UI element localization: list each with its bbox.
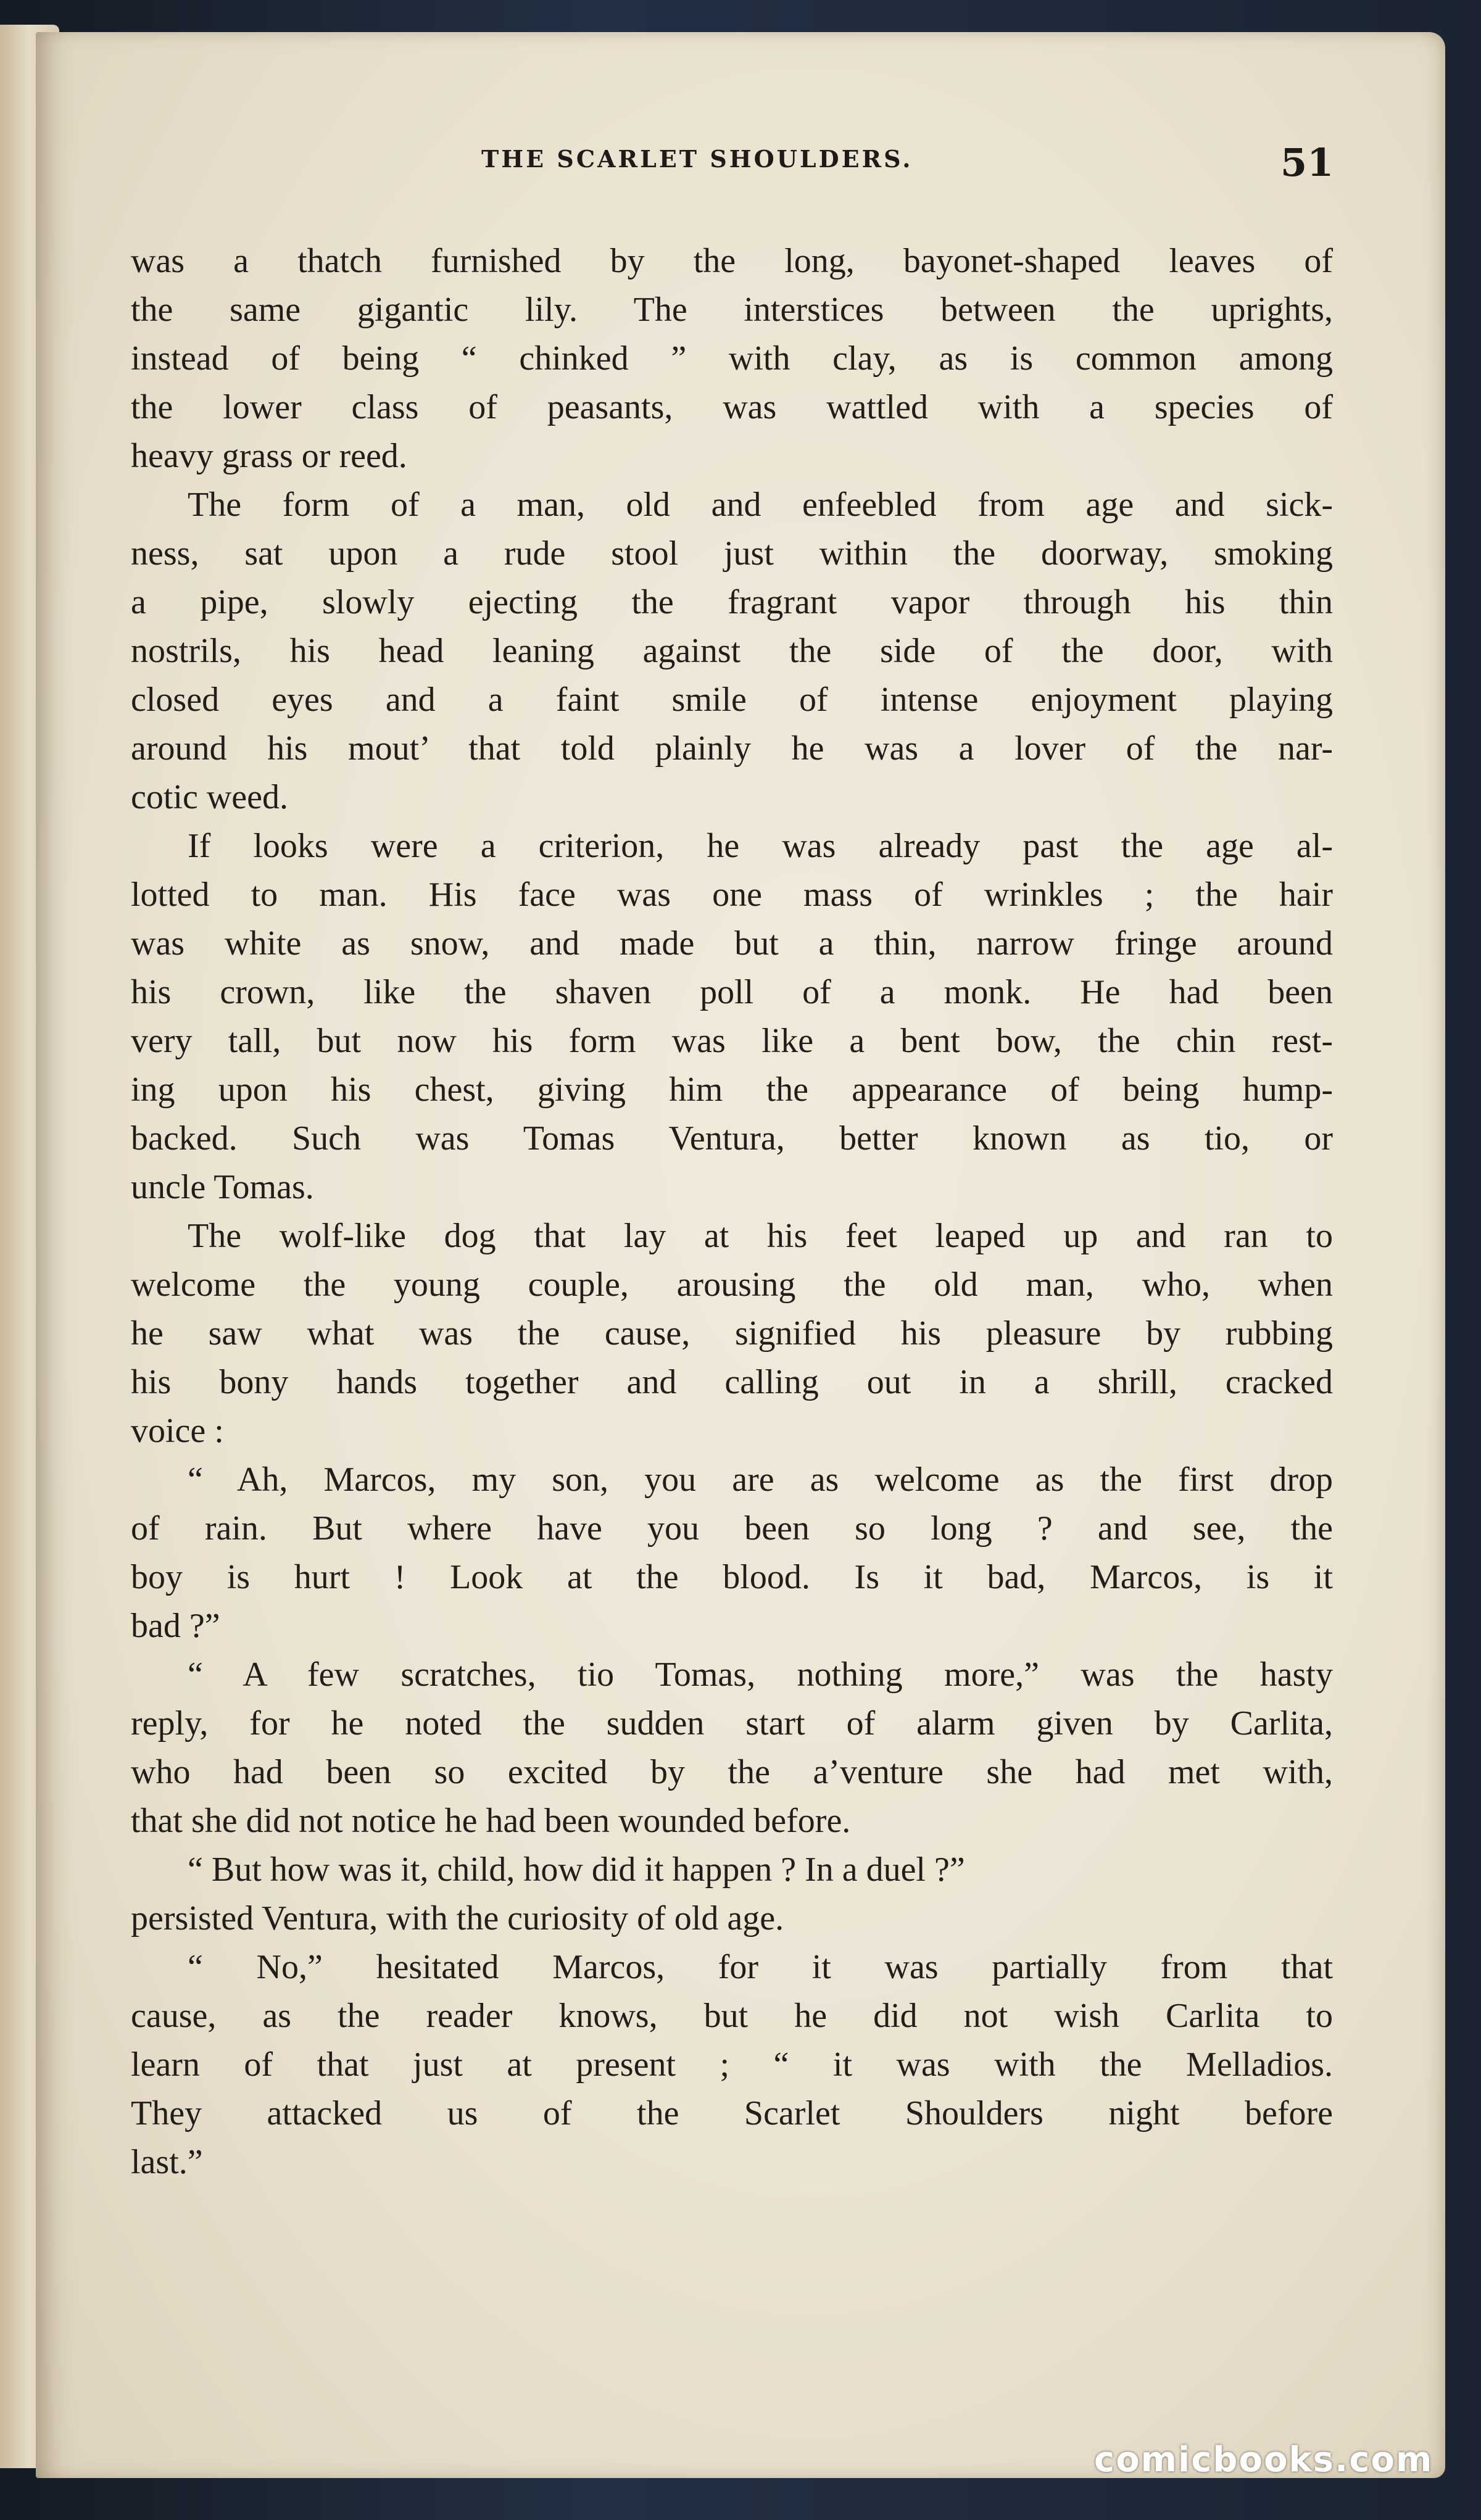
text-line: The wolf-like dog that lay at his feet leaped up and ran to xyxy=(188,1217,1333,1255)
text-line: a pipe, slowly ejecting the fragrant vapor through his thin xyxy=(131,583,1333,621)
text-line: very tall, but now his form was like a bent bow, the chin rest- xyxy=(131,1022,1333,1060)
text-line: the same gigantic lily. The interstices between the uprights, xyxy=(131,291,1333,329)
text-line: last.” xyxy=(131,2143,203,2181)
text-line: The form of a man, old and enfeebled from age and sick- xyxy=(188,486,1333,524)
text-line: “ But how was it, child, how did it happen ? In a duel ?” xyxy=(188,1851,965,1889)
text-line: instead of being “ chinked ” with clay, as is common among xyxy=(131,339,1333,378)
text-line: his crown, like the shaven poll of a monk. He had been xyxy=(131,973,1333,1011)
text-line: voice : xyxy=(131,1412,224,1450)
text-line: welcome the young couple, arousing the old man, who, when xyxy=(131,1266,1333,1304)
text-line: was white as snow, and made but a thin, narrow fringe around xyxy=(131,924,1333,963)
text-line: who had been so excited by the a’venture she had met with, xyxy=(131,1753,1333,1791)
text-line: boy is hurt ! Look at the blood. Is it bad, Marcos, is it xyxy=(131,1558,1333,1596)
text-line: persisted Ventura, with the curiosity of old age. xyxy=(131,1899,784,1938)
text-line: backed. Such was Tomas Ventura, better known as tio, or xyxy=(131,1119,1333,1158)
text-line: “ No,” hesitated Marcos, for it was partially from that xyxy=(188,1948,1333,1986)
text-line: lotted to man. His face was one mass of wrinkles ; the hair xyxy=(131,876,1333,914)
text-line: of rain. But where have you been so long ? and see, the xyxy=(131,1509,1333,1548)
text-line: uncle Tomas. xyxy=(131,1168,314,1206)
text-line: reply, for he noted the sudden start of alarm given by Carlita, xyxy=(131,1704,1333,1743)
running-head-title: THE SCARLET SHOULDERS. xyxy=(481,145,913,173)
text-line: ing upon his chest, giving him the appearance of being hump- xyxy=(131,1071,1333,1109)
text-line: closed eyes and a faint smile of intense enjoyment playing xyxy=(131,681,1333,719)
text-line: “ Ah, Marcos, my son, you are as welcome as the first drop xyxy=(188,1461,1333,1499)
text-line: cause, as the reader knows, but he did not wish Carlita to xyxy=(131,1997,1333,2035)
text-line: cotic weed. xyxy=(131,778,288,816)
text-line: that she did not notice he had been wounded before. xyxy=(131,1802,851,1840)
text-line: “ A few scratches, tio Tomas, nothing more,” was the hasty xyxy=(188,1656,1333,1694)
text-line: bad ?” xyxy=(131,1607,220,1645)
text-line: learn of that just at present ; “ it was with the Melladios. xyxy=(131,2045,1333,2084)
text-line: nostrils, his head leaning against the side of the door, with xyxy=(131,632,1333,670)
running-head xyxy=(0,114,1481,185)
body-text xyxy=(131,237,1333,2187)
text-line: was a thatch furnished by the long, bayonet-shaped leaves of xyxy=(131,242,1333,280)
text-line: his bony hands together and calling out in a shrill, cracked xyxy=(131,1363,1333,1401)
text-line: heavy grass or reed. xyxy=(131,437,407,475)
text-line: he saw what was the cause, signified his pleasure by rubbing xyxy=(131,1314,1333,1353)
text-line: the lower class of peasants, was wattled with a species of xyxy=(131,388,1333,426)
text-line: around his mout’ that told plainly he was a lover of the nar- xyxy=(131,729,1333,768)
watermark-text: comicbooks.com xyxy=(1094,2440,1433,2480)
text-line: ness, sat upon a rude stool just within the doorway, smoking xyxy=(131,534,1333,573)
text-line: If looks were a criterion, he was already past the age al- xyxy=(188,827,1333,865)
text-line: They attacked us of the Scarlet Shoulders night before xyxy=(131,2094,1333,2132)
page-number: 51 xyxy=(1280,140,1334,185)
